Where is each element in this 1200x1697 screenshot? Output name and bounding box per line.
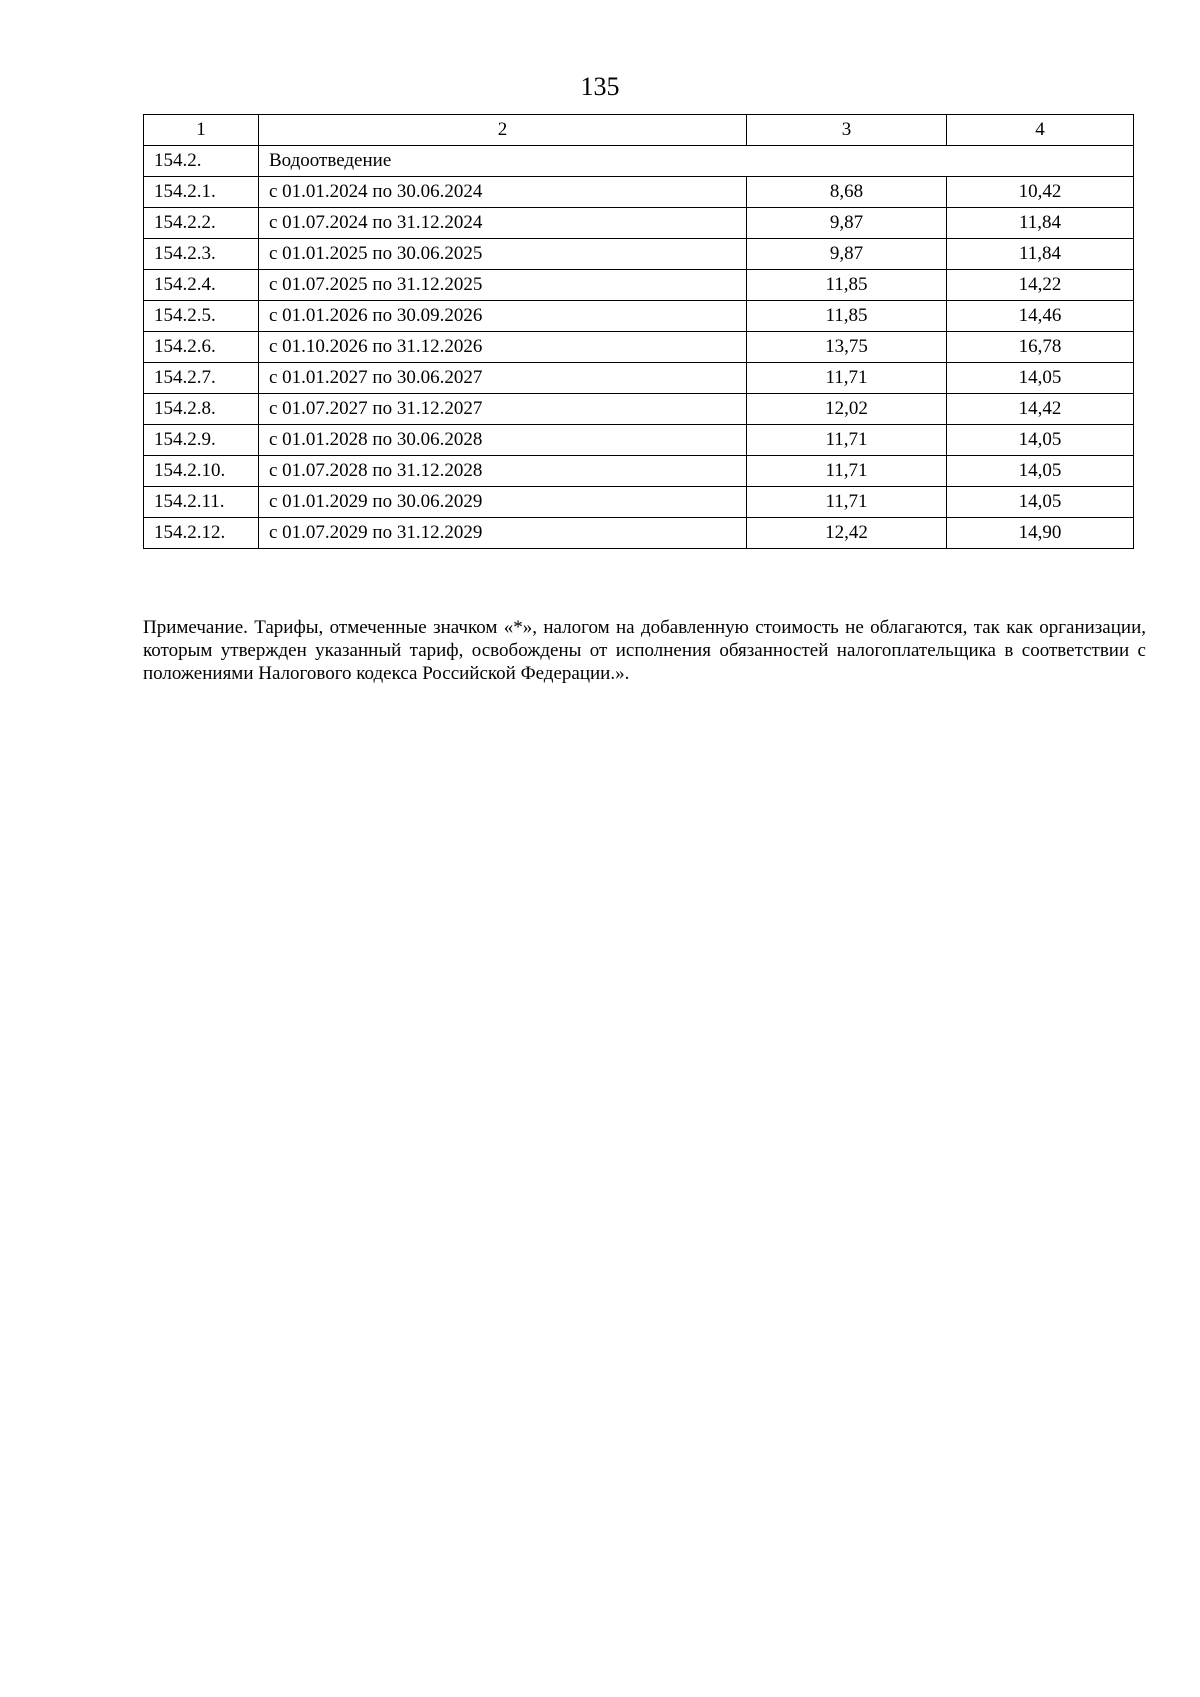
row-period-cell: с 01.07.2029 по 31.12.2029 — [259, 518, 747, 549]
table-row — [144, 177, 1134, 208]
row-number-cell: 154.2.8. — [144, 394, 259, 425]
row-value-col3-cell: 8,68 — [747, 177, 947, 208]
tariff-table — [143, 114, 1134, 549]
row-period-cell: с 01.07.2024 по 31.12.2024 — [259, 208, 747, 239]
row-number-cell: 154.2.5. — [144, 301, 259, 332]
row-value-col4-cell: 14,22 — [947, 270, 1134, 301]
table-header-cell-4: 4 — [947, 115, 1134, 146]
row-value-col4-cell: 14,90 — [947, 518, 1134, 549]
row-period-cell: с 01.01.2029 по 30.06.2029 — [259, 487, 747, 518]
section-title: Водоотведение — [259, 146, 1134, 177]
row-number-cell: 154.2.12. — [144, 518, 259, 549]
row-period-cell: с 01.01.2026 по 30.09.2026 — [259, 301, 747, 332]
tariff-table-body — [144, 115, 1134, 549]
table-row — [144, 394, 1134, 425]
row-number-cell: 154.2.9. — [144, 425, 259, 456]
row-number-cell: 154.2.7. — [144, 363, 259, 394]
section-row — [144, 146, 1134, 177]
row-value-col3-cell: 11,71 — [747, 425, 947, 456]
row-value-col3-cell: 11,85 — [747, 301, 947, 332]
row-value-col4-cell: 14,46 — [947, 301, 1134, 332]
row-value-col4-cell: 14,42 — [947, 394, 1134, 425]
section-number: 154.2. — [144, 146, 259, 177]
row-number-cell: 154.2.3. — [144, 239, 259, 270]
table-row — [144, 270, 1134, 301]
page-number: 135 — [580, 72, 620, 101]
row-value-col3-cell: 9,87 — [747, 208, 947, 239]
row-value-col4-cell: 11,84 — [947, 208, 1134, 239]
row-number-cell: 154.2.10. — [144, 456, 259, 487]
note-text: Примечание. Тарифы, отмеченные значком «*», налогом на добавленную стоимость не облагаются, так как организации, которым утвержден указанный тариф, освобождены от исполнения обязанностей налогоплательщика в соответствии с положениями Налогового кодекса Российской Федерации.». — [143, 617, 1146, 684]
row-value-col3-cell: 12,42 — [747, 518, 947, 549]
table-header-cell-2: 2 — [259, 115, 747, 146]
row-value-col3-cell: 11,71 — [747, 456, 947, 487]
row-value-col3-cell: 13,75 — [747, 332, 947, 363]
row-number-cell: 154.2.2. — [144, 208, 259, 239]
table-header-cell-1: 1 — [144, 115, 259, 146]
row-period-cell: с 01.07.2028 по 31.12.2028 — [259, 456, 747, 487]
row-value-col4-cell: 10,42 — [947, 177, 1134, 208]
row-number-cell: 154.2.4. — [144, 270, 259, 301]
row-value-col4-cell: 14,05 — [947, 487, 1134, 518]
table-row — [144, 456, 1134, 487]
table-row — [144, 332, 1134, 363]
row-period-cell: с 01.07.2027 по 31.12.2027 — [259, 394, 747, 425]
row-value-col4-cell: 14,05 — [947, 363, 1134, 394]
table-row — [144, 487, 1134, 518]
row-period-cell: с 01.01.2028 по 30.06.2028 — [259, 425, 747, 456]
row-value-col4-cell: 14,05 — [947, 456, 1134, 487]
table-row — [144, 208, 1134, 239]
row-value-col3-cell: 11,71 — [747, 363, 947, 394]
row-value-col3-cell: 9,87 — [747, 239, 947, 270]
row-value-col3-cell: 12,02 — [747, 394, 947, 425]
row-number-cell: 154.2.11. — [144, 487, 259, 518]
table-header-row — [144, 115, 1134, 146]
row-period-cell: с 01.07.2025 по 31.12.2025 — [259, 270, 747, 301]
row-period-cell: с 01.10.2026 по 31.12.2026 — [259, 332, 747, 363]
table-row — [144, 425, 1134, 456]
row-period-cell: с 01.01.2024 по 30.06.2024 — [259, 177, 747, 208]
row-value-col4-cell: 16,78 — [947, 332, 1134, 363]
row-value-col4-cell: 14,05 — [947, 425, 1134, 456]
row-period-cell: с 01.01.2025 по 30.06.2025 — [259, 239, 747, 270]
table-row — [144, 301, 1134, 332]
table-row — [144, 363, 1134, 394]
row-value-col4-cell: 11,84 — [947, 239, 1134, 270]
row-value-col3-cell: 11,71 — [747, 487, 947, 518]
table-row — [144, 518, 1134, 549]
row-value-col3-cell: 11,85 — [747, 270, 947, 301]
row-period-cell: с 01.01.2027 по 30.06.2027 — [259, 363, 747, 394]
row-number-cell: 154.2.1. — [144, 177, 259, 208]
row-number-cell: 154.2.6. — [144, 332, 259, 363]
table-header-cell-3: 3 — [747, 115, 947, 146]
table-row — [144, 239, 1134, 270]
